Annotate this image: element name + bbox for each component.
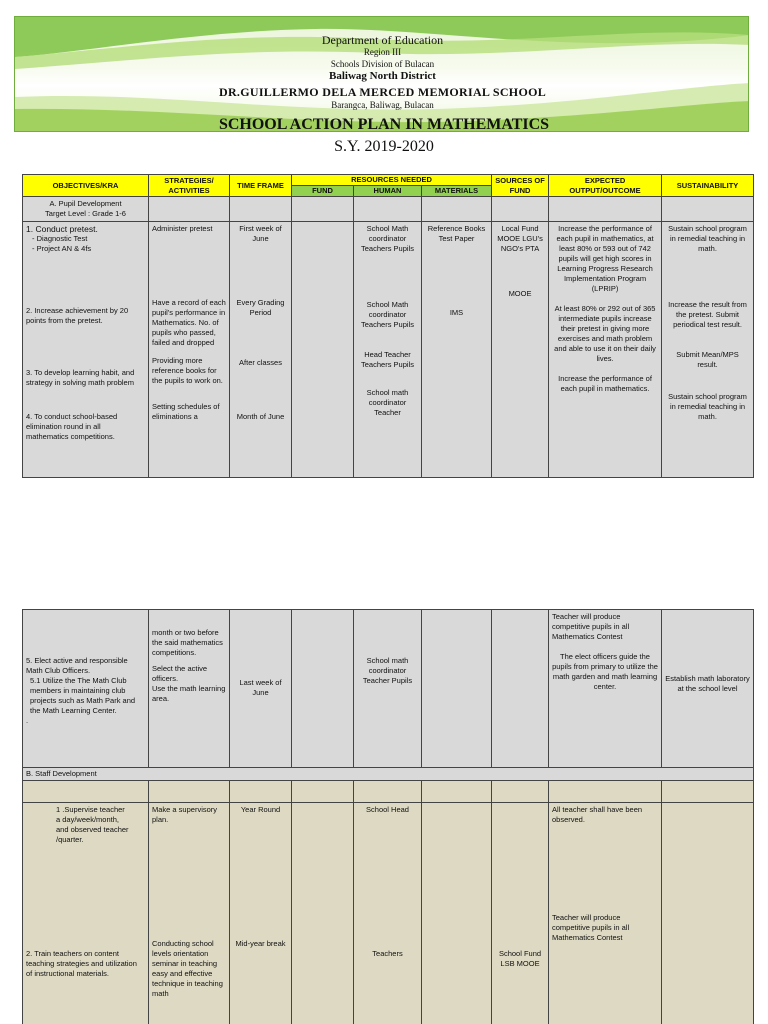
strategies-cell: [149, 222, 230, 478]
table-row: [23, 610, 754, 768]
expected-3: Increase the performance of each pupil in mathematics.: [558, 374, 652, 393]
materials-1: Reference Books Test Paper: [427, 224, 486, 243]
strategy-4: Setting schedules of eliminations a: [152, 402, 220, 421]
expected-cell: [549, 610, 662, 768]
section-a-title: A. Pupil Development: [49, 199, 122, 208]
action-plan-table-page1: [22, 174, 754, 478]
region: Region III: [363, 47, 402, 57]
objective-5-dot: .: [26, 716, 29, 725]
strategy-5b: Use the math learning area.: [152, 684, 226, 703]
col-sustainability: SUSTAINABILITY: [662, 175, 754, 197]
human-3: Head Teacher Teachers Pupils: [361, 350, 414, 369]
b-strategy-1: Make a supervisory plan.: [152, 805, 218, 824]
time-4: Month of June: [236, 412, 285, 421]
section-a-cell: [23, 197, 149, 222]
col-objectives: OBJECTIVES/KRA: [23, 175, 149, 197]
table-row: [23, 222, 754, 478]
sustainability-cell: [662, 610, 754, 768]
time-frame-cell: [230, 222, 292, 478]
objective-1a: - Diagnostic Test: [32, 234, 88, 243]
section-b-title: B. Staff Development: [23, 768, 754, 781]
sustain-1: Sustain school program in remedial teaching in math.: [668, 224, 747, 253]
time-5: Last week of June: [239, 678, 282, 697]
table-row: [23, 768, 754, 781]
fund-cell: [292, 803, 354, 1024]
objective-3: 3. To develop learning habit, and strategy in solving math problem: [26, 368, 135, 387]
document-title: SCHOOL ACTION PLAN IN MATHEMATICS: [218, 116, 550, 133]
sustain-3: Submit Mean/MPS result.: [676, 350, 739, 369]
sustain-5: Establish math laboratory at the school level: [665, 674, 750, 693]
time-frame-cell: [230, 610, 292, 768]
b-time-1: Year Round: [240, 805, 281, 814]
human-5: School math coordinator Teacher Pupils: [362, 656, 413, 685]
col-time-frame: TIME FRAME: [230, 175, 292, 197]
strategy-1: Administer pretest: [152, 224, 213, 233]
sources-cell: [492, 610, 549, 768]
dept-name: Department of Education: [321, 33, 444, 47]
strategy-5a: Select the active officers.: [152, 664, 208, 683]
b-sources-2: School Fund LSB MOOE: [498, 949, 542, 968]
b-objective-2: 2. Train teachers on content teaching strategies and utilization of instructional materials.: [26, 949, 137, 978]
expected-cell: [549, 803, 662, 1024]
col-strategies: STRATEGIES/ ACTIVITIES: [149, 175, 230, 197]
materials-2: IMS: [449, 308, 464, 317]
header-banner: [14, 16, 749, 132]
objective-1: 1. Conduct pretest.: [26, 224, 98, 234]
sustainability-cell: [662, 803, 754, 1024]
expected-2: At least 80% or 292 out of 365 intermediate pupils increase their pretest in giving more exercises and math problem and able to use it on their daily lives.: [554, 304, 656, 363]
expected-5: Teacher will produce competitive pupils in all Mathematics Contest: [552, 612, 630, 641]
human-cell: [354, 222, 422, 478]
col-sources: SOURCES OF FUND: [492, 175, 549, 197]
table-row: [23, 197, 754, 222]
table-row: [23, 803, 754, 1024]
sustain-4: Sustain school program in remedial teaching in math.: [668, 392, 747, 421]
action-plan-table-page2: [22, 609, 754, 1024]
objective-1b: - Project AN & 4fs: [32, 244, 92, 253]
human-4: School math coordinator Teacher: [366, 388, 409, 417]
sources-2: MOOE: [508, 289, 532, 298]
b-expected-2: Teacher will produce competitive pupils in all Mathematics Contest: [552, 913, 630, 942]
strategies-cell: [149, 610, 230, 768]
objective-2: 2. Increase achievement by 20 points from the pretest.: [26, 306, 129, 325]
sources-cell: [492, 803, 549, 1024]
materials-cell: [422, 610, 492, 768]
sources-cell: [492, 222, 549, 478]
objectives-cell: [23, 610, 149, 768]
objective-5: 5. Elect active and responsible Math Club Officers.: [26, 656, 128, 675]
objectives-cell: [23, 222, 149, 478]
time-1: First week of June: [239, 224, 282, 243]
expected-1: Increase the performance of each pupil in mathematics, at least 80% or 593 out of 742 pupils will get high scores in Learning Progress Research Implementation Program (LPRIP): [556, 224, 654, 293]
district: Baliwag North District: [329, 70, 436, 82]
strategies-cell: [149, 803, 230, 1024]
b-human-1: School Head: [366, 805, 409, 814]
expected-cell: [549, 222, 662, 478]
time-2: Every Grading Period: [236, 298, 285, 317]
b-time-2: Mid-year break: [235, 939, 286, 948]
strategy-2: Have a record of each pupil's performance in Mathematics. No. of pupils who passed, failed and dropped: [152, 298, 226, 347]
time-3: After classes: [239, 358, 282, 367]
school-name: DR.GUILLERMO DELA MERCED MEMORIAL SCHOOL: [218, 85, 547, 99]
address: Barangca, Baliwag, Bulacan: [331, 100, 434, 110]
division: Schools Division of Bulacan: [330, 59, 435, 69]
fund-cell: [292, 610, 354, 768]
time-frame-cell: [230, 803, 292, 1024]
b-human-2: Teachers: [372, 949, 403, 958]
col-expected: EXPECTED OUTPUT/OUTCOME: [549, 175, 662, 197]
b-expected-1: All teacher shall have been observed.: [552, 805, 643, 824]
sustain-2: Increase the result from the pretest. Submit periodical test result.: [668, 300, 747, 329]
human-cell: [354, 610, 422, 768]
col-human: HUMAN: [354, 186, 422, 197]
fund-cell: [292, 222, 354, 478]
expected-5a: The elect officers guide the pupils from primary to utilize the math garden and math learning center.: [552, 652, 658, 691]
human-1: School Math coordinator Teachers Pupils: [361, 224, 414, 253]
sustainability-cell: [662, 222, 754, 478]
human-2: School Math coordinator Teachers Pupils: [361, 300, 414, 329]
objective-4: 4. To conduct school-based elimination round in all mathematics competitions.: [26, 412, 118, 441]
table-row: [23, 781, 754, 803]
b-objective-1: 1 .Supervise teacher a day/week/month, and observed teacher /quarter.: [56, 805, 129, 844]
school-year: S.Y. 2019-2020: [334, 138, 434, 155]
b-strategy-2: Conducting school levels orientation seminar in teaching easy and effective technique in teaching math: [152, 939, 223, 998]
human-cell: [354, 803, 422, 1024]
col-fund: FUND: [292, 186, 354, 197]
strategy-3: Providing more reference books for the pupils to work on.: [152, 356, 223, 385]
materials-cell: [422, 222, 492, 478]
objective-5a: 5.1 Utilize the The Math Club members in maintaining club projects such as Math Park and the Math Learning Center.: [30, 676, 136, 715]
col-resources: RESOURCES NEEDED: [292, 175, 492, 186]
col-materials: MATERIALS: [422, 186, 492, 197]
objectives-cell: [23, 803, 149, 1024]
target-level: Target Level : Grade 1-6: [45, 209, 126, 218]
strategy-5: month or two before the said mathematics competitions.: [152, 628, 223, 657]
sources-1: Local Fund MOOE LGU's NGO's PTA: [497, 224, 543, 253]
materials-cell: [422, 803, 492, 1024]
